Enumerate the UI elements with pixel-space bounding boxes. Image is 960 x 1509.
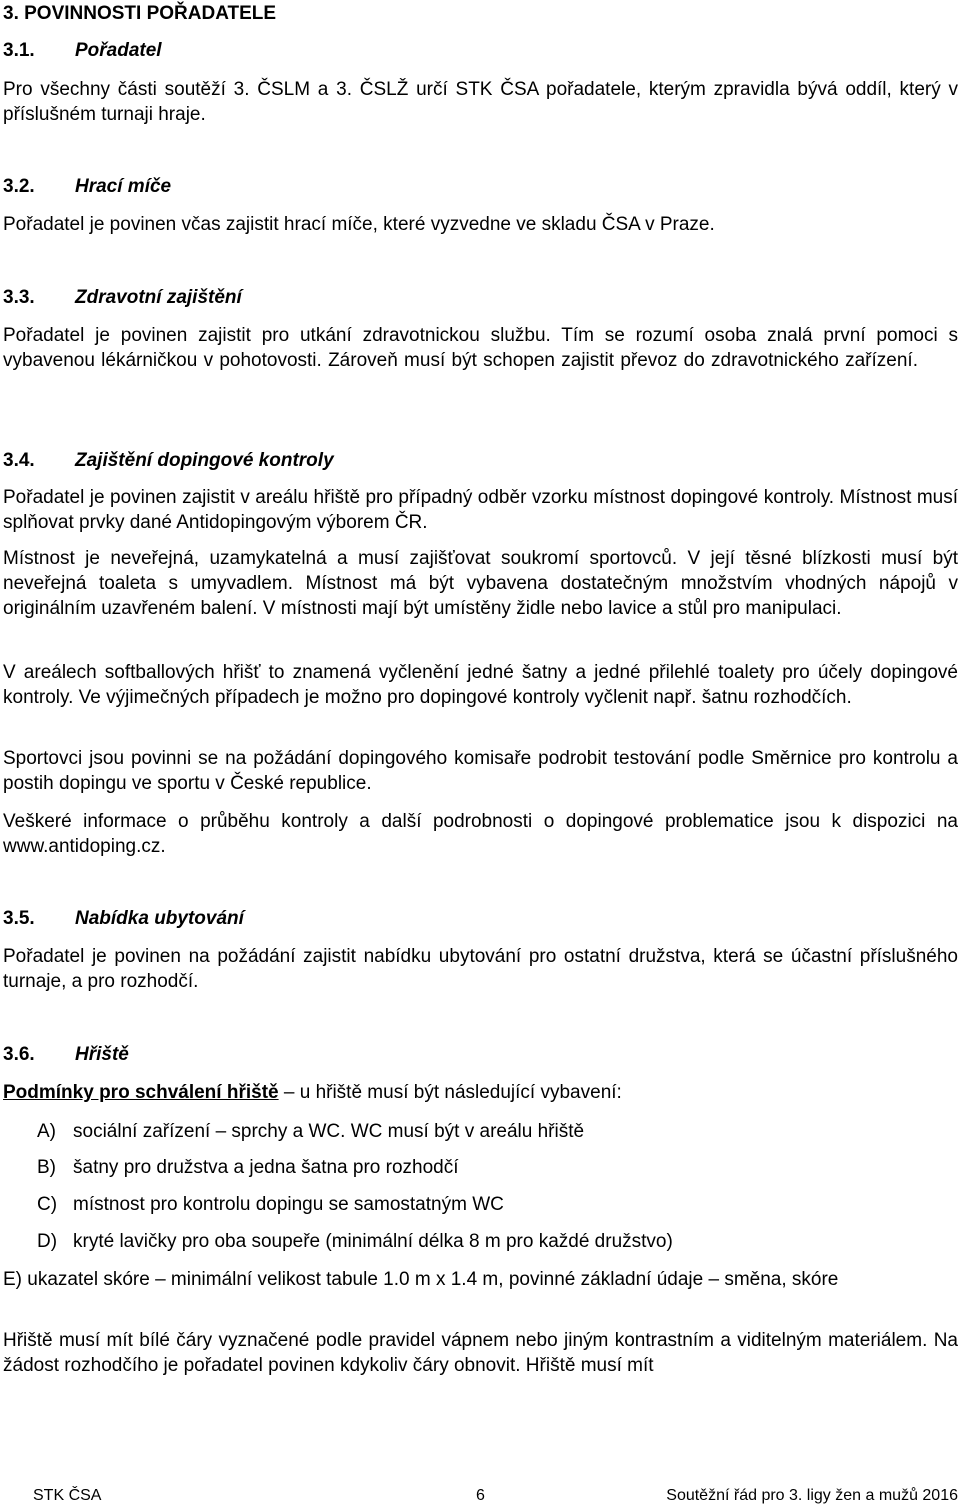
footer-right: Soutěžní řád pro 3. ligy žen a mužů 2016 — [666, 1487, 958, 1504]
list-text: místnost pro kontrolu dopingu se samostatným WC — [73, 1194, 504, 1215]
section-number: 3.1. — [3, 40, 35, 61]
field-requirements-intro — [3, 1080, 958, 1105]
section-number: 3.2. — [3, 176, 35, 197]
list-item — [3, 1229, 958, 1254]
list-text: šatny pro družstva a jedna šatna pro rozhodčí — [73, 1157, 459, 1178]
list-letter: D) — [37, 1231, 58, 1252]
field-lines-paragraph: Hřiště musí mít bílé čáry vyznačené podle pravidel vápnem nebo jiným kontrastním a viditelným materiálem. Na žádost rozhodčího je pořadatel povinen kdykoliv čáry obnovit. Hřiště musí mít — [3, 1330, 958, 1376]
list-item-e: E) ukazatel skóre – minimální velikost tabule 1.0 m x 1.4 m, povinné základní údaje – směna, skóre — [3, 1269, 839, 1290]
list-letter: A) — [37, 1121, 56, 1142]
section-number: 3.3. — [3, 287, 35, 308]
section-3-3-text: Pořadatel je povinen zajistit pro utkání zdravotnickou službu. Tím se rozumí osoba znalá první pomoci s vybavenou lékárničkou v pohotovosti. Zároveň musí být schopen zajistit převoz do zdravotnického zařízení. — [3, 325, 958, 371]
section-3-2-heading — [3, 175, 958, 199]
section-title: Zajištění dopingové kontroly — [75, 450, 334, 471]
section-title: Nabídka ubytování — [75, 908, 244, 929]
section-number: 3.4. — [3, 450, 35, 471]
footer-left: STK ČSA — [33, 1487, 102, 1504]
section-3-2-text: Pořadatel je povinen včas zajistit hrací míče, které vyzvedne ve skladu ČSA v Praze. — [3, 214, 715, 235]
doping-paragraph-4: Sportovci jsou povinni se na požádání dopingového komisaře podrobit testování podle Směrnice pro kontrolu a postih dopingu ve sportu v České republice. — [3, 748, 958, 794]
list-item — [3, 1119, 958, 1144]
chapter-title: 3. POVINNOSTI POŘADATELE — [3, 3, 277, 24]
section-3-4-heading — [3, 449, 958, 473]
list-letter: B) — [37, 1157, 56, 1178]
section-3-1-text: Pro všechny části soutěží 3. ČSLM a 3. ČSLŽ určí STK ČSA pořadatele, kterým zpravidla bývá oddíl, který v příslušném turnaji hraje. — [3, 79, 958, 125]
doping-paragraph-1: Pořadatel je povinen zajistit v areálu hřiště pro případný odběr vzorku místnost dopingové kontroly. Místnost musí splňovat prvky dané Antidopingovým výborem ČR. — [3, 487, 958, 533]
section-number: 3.5. — [3, 908, 35, 929]
section-3-3-heading — [3, 286, 958, 310]
section-3-6-heading — [3, 1043, 958, 1067]
list-letter: C) — [37, 1194, 58, 1215]
section-title: Pořadatel — [75, 40, 162, 61]
doping-paragraph-2: Místnost je neveřejná, uzamykatelná a musí zajišťovat soukromí sportovců. V její těsné blízkosti musí být neveřejná toaleta s umyvadlem. Místnost má být vybavena dostatečným množstvím vhodných nápojů v originálním uzavřeném balení. V místnosti mají být umístěny židle nebo lavice a stůl pro manipulaci. — [3, 548, 958, 619]
section-3-5-text: Pořadatel je povinen na požádání zajistit nabídku ubytování pro ostatní družstva, která se účastní příslušného turnaje, a pro rozhodčí. — [3, 946, 958, 992]
page-number: 6 — [476, 1487, 485, 1504]
intro-bold-label: Podmínky pro schválení hřiště — [3, 1082, 279, 1103]
section-3-1-heading — [3, 39, 958, 63]
doping-paragraph-5: Veškeré informace o průběhu kontroly a další podrobnosti o dopingové problematice jsou k dispozici na www.antidoping.cz. — [3, 811, 958, 857]
list-text: kryté lavičky pro oba soupeře (minimální délka 8 m pro každé družstvo) — [73, 1231, 673, 1252]
section-title: Zdravotní zajištění — [75, 287, 242, 308]
section-title: Hřiště — [75, 1044, 129, 1065]
section-number: 3.6. — [3, 1044, 35, 1065]
doping-paragraph-3: V areálech softballových hřišť to znamená vyčlenění jedné šatny a jedné přilehlé toalety pro účely dopingové kontroly. Ve výjimečných případech je možno pro dopingové kontroly vyčlenit např. šatnu rozhodčích. — [3, 662, 958, 708]
section-3-5-heading — [3, 907, 958, 931]
list-item — [3, 1155, 958, 1180]
section-title: Hrací míče — [75, 176, 172, 197]
list-item — [3, 1192, 958, 1217]
list-text: sociální zařízení – sprchy a WC. WC musí být v areálu hřiště — [73, 1121, 585, 1142]
intro-rest: – u hřiště musí být následující vybavení: — [278, 1082, 622, 1103]
